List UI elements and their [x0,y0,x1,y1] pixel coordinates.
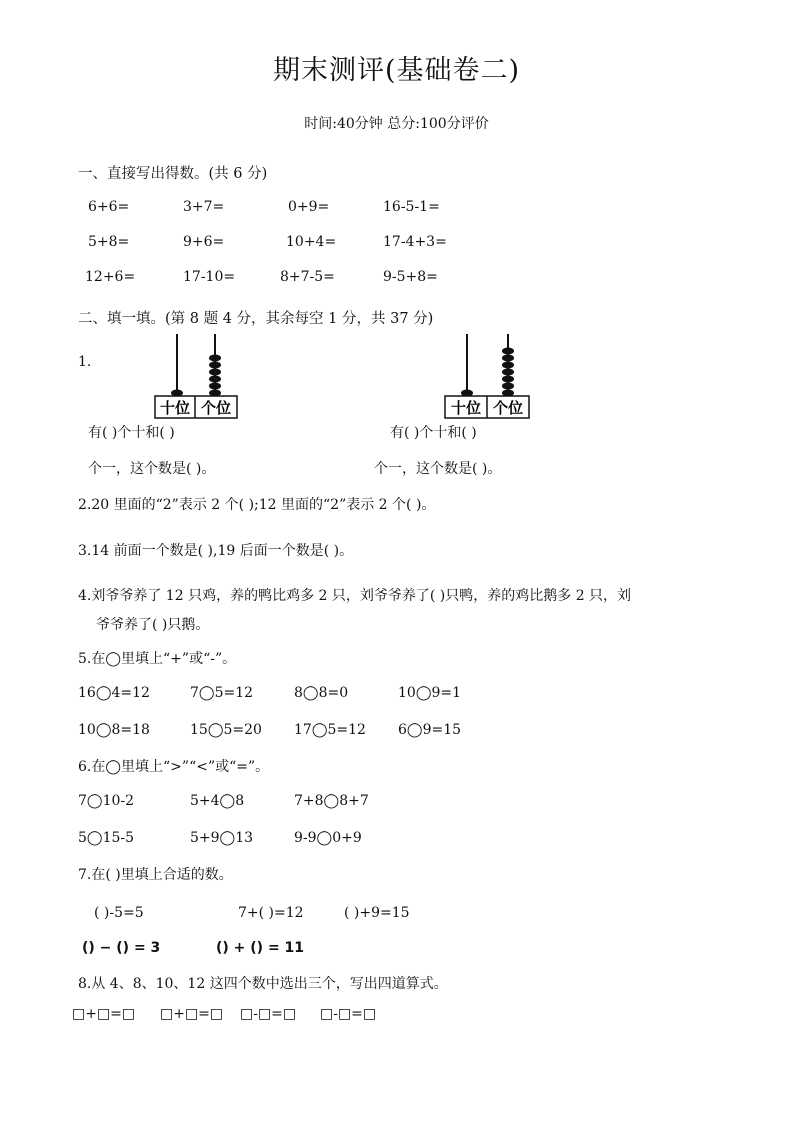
exam-info: 时间:40分钟 总分:100分评价 [304,116,489,132]
calc-item: 9+6= [183,234,225,250]
q7-item: 7+( )=12 [238,905,304,921]
q5-item: 16◯4=12 [78,685,150,701]
calc-item: 5+8= [88,234,130,250]
q7-item: ( )-5=5 [94,905,144,921]
q5-item: 8◯8=0 [294,685,349,701]
q8-heading: 8.从 4、8、10、12 这四个数中选出三个，写出四道算式。 [78,976,448,992]
calc-item: 10+4= [286,234,337,250]
calc-item: 0+9= [288,199,330,215]
q5-item: 10◯8=18 [78,722,150,738]
q7-heading: 7.在( )里填上合适的数。 [78,867,233,883]
q8-item: □+□=□ [160,1006,224,1022]
abacus-label-ones: 个位 [200,399,232,417]
q5-item: 10◯9=1 [398,685,462,701]
q6-item: 5+9◯13 [190,830,254,846]
q1-left-line1: 有( )个十和( ) [88,425,175,441]
q5-item: 6◯9=15 [398,722,462,738]
q6-heading: 6.在◯里填上“>”“<”或“=”。 [78,759,270,775]
q7-item: () + () = 11 [216,940,305,956]
q6-item: 7+8◯8+7 [294,793,369,809]
q8-item: □+□=□ [72,1006,136,1022]
abacus-label-tens: 十位 [450,399,482,417]
q4-line1: 4.刘爷爷养了 12 只鸡，养的鸭比鸡多 2 只，刘爷爷养了( )只鸭，养的鸡比鹅多 2 只，刘 [78,588,632,604]
calc-item: 16-5-1= [383,199,440,215]
q1-left-line2: 个一，这个数是( )。 [88,461,216,477]
q6-item: 5+4◯8 [190,793,245,809]
calc-item: 6+6= [88,199,130,215]
q2: 2.20 里面的“2”表示 2 个( );12 里面的“2”表示 2 个( )。 [78,497,436,513]
abacus-right-ones-beads [502,348,514,397]
q7-item: () − () = 3 [82,940,161,956]
calc-item: 17-4+3= [383,234,447,250]
q1-right-line1: 有( )个十和( ) [390,425,477,441]
abacus-left [152,334,242,417]
q5-item: 15◯5=20 [190,722,262,738]
section2-heading: 二、填一填。(第 8 题 4 分，其余每空 1 分，共 37 分) [78,311,434,327]
page-title: 期末测评(基础卷二) [272,55,521,86]
calc-item: 8+7-5= [280,269,335,285]
q6-item: 7◯10-2 [78,793,135,809]
calc-item: 12+6= [85,269,136,285]
abacus-right [442,334,532,417]
q6-item: 9-9◯0+9 [294,830,362,846]
q6-item: 5◯15-5 [78,830,135,846]
abacus-left-ones-beads [209,355,221,397]
q3: 3.14 前面一个数是( ),19 后面一个数是( )。 [78,543,354,559]
q7-item: ( )+9=15 [344,905,410,921]
abacus-label-ones: 个位 [492,399,524,417]
q1-right-line2: 个一，这个数是( )。 [374,461,502,477]
q5-heading: 5.在◯里填上“+”或“-”。 [78,651,237,667]
calc-item: 17-10= [183,269,236,285]
q1-number: 1. [78,354,92,370]
calc-item: 9-5+8= [383,269,438,285]
section1-heading: 一、直接写出得数。(共 6 分) [78,166,268,182]
q5-item: 7◯5=12 [190,685,254,701]
abacus-label-tens: 十位 [159,399,191,417]
q4-line2: 爷爷养了( )只鹅。 [96,617,210,633]
q8-item: □-□=□ [320,1006,377,1022]
q8-item: □-□=□ [240,1006,297,1022]
q5-item: 17◯5=12 [294,722,366,738]
calc-item: 3+7= [183,199,225,215]
